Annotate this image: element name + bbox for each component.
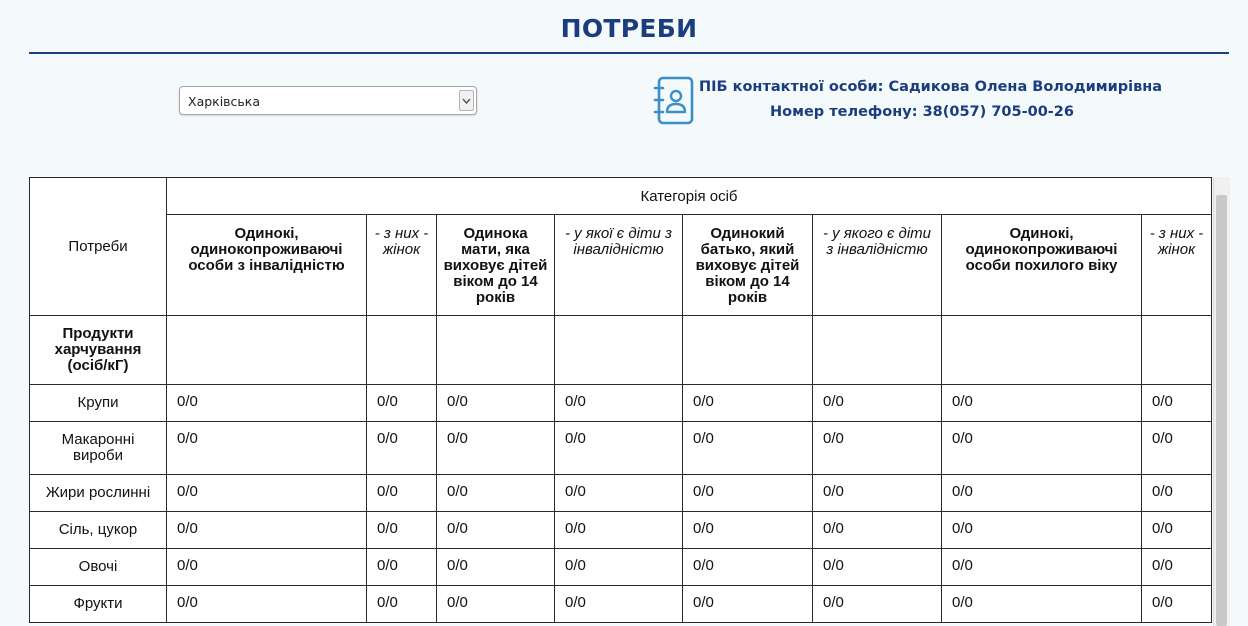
table-cell: 0/0 xyxy=(1142,422,1212,475)
table-cell: 0/0 xyxy=(367,422,437,475)
table-cell: 0/0 xyxy=(437,549,555,586)
group-row xyxy=(30,316,1212,385)
table-cell: 0/0 xyxy=(437,586,555,623)
vertical-scrollbar[interactable] xyxy=(1213,177,1230,626)
table-cell: 0/0 xyxy=(167,512,367,549)
chevron-down-icon xyxy=(462,97,471,105)
column-header: - з них - жінок xyxy=(367,215,437,316)
table-row xyxy=(30,475,1212,512)
table-cell: 0/0 xyxy=(167,549,367,586)
table-cell: 0/0 xyxy=(683,512,813,549)
contact-book-icon xyxy=(653,76,695,126)
table-row xyxy=(30,586,1212,623)
table-cell: 0/0 xyxy=(942,422,1142,475)
table-cell xyxy=(555,316,683,385)
table-cell: 0/0 xyxy=(942,586,1142,623)
table-cell: 0/0 xyxy=(683,385,813,422)
table-cell: 0/0 xyxy=(555,512,683,549)
category-header: Категорія осіб xyxy=(167,178,1212,215)
table-row xyxy=(30,512,1212,549)
table-cell xyxy=(813,316,942,385)
table-cell xyxy=(683,316,813,385)
table-cell: 0/0 xyxy=(813,512,942,549)
table-cell xyxy=(437,316,555,385)
table-cell: 0/0 xyxy=(367,512,437,549)
table-row xyxy=(30,422,1212,475)
table-cell: 0/0 xyxy=(555,385,683,422)
table-cell: 0/0 xyxy=(813,586,942,623)
table-cell: 0/0 xyxy=(367,475,437,512)
table-cell: 0/0 xyxy=(1142,475,1212,512)
table-cell: 0/0 xyxy=(942,512,1142,549)
column-header: - з них - жінок xyxy=(1142,215,1212,316)
select-arrow-button[interactable] xyxy=(459,90,474,111)
row-label: Сіль, цукор xyxy=(30,512,167,549)
column-header: Одинокий батько, який виховує дітей віком до 14 років xyxy=(683,215,813,316)
table-cell: 0/0 xyxy=(1142,549,1212,586)
contact-person-name: ПІБ контактної особи: Садикова Олена Володимирівна xyxy=(699,79,1163,95)
needs-table xyxy=(29,177,1212,623)
contact-phone: Номер телефону: 38(057) 705-00-26 xyxy=(770,104,1074,120)
table-cell: 0/0 xyxy=(555,422,683,475)
region-select[interactable] xyxy=(179,86,477,115)
row-header-label: Потреби xyxy=(30,178,167,316)
column-header: Одинока мати, яка виховує дітей віком до 14 років xyxy=(437,215,555,316)
table-cell: 0/0 xyxy=(367,586,437,623)
column-header: Одинокі, одинокопроживаючі особи похилого віку xyxy=(942,215,1142,316)
table-cell: 0/0 xyxy=(1142,586,1212,623)
table-cell: 0/0 xyxy=(942,385,1142,422)
row-label: Фрукти xyxy=(30,586,167,623)
table-row xyxy=(30,385,1212,422)
table-cell: 0/0 xyxy=(437,475,555,512)
table-row xyxy=(30,549,1212,586)
table-cell: 0/0 xyxy=(1142,385,1212,422)
row-label: Овочі xyxy=(30,549,167,586)
table-cell: 0/0 xyxy=(367,385,437,422)
table-cell: 0/0 xyxy=(942,475,1142,512)
column-header: - у якого є діти з інвалідністю xyxy=(813,215,942,316)
column-header: - у якої є діти з інвалідністю xyxy=(555,215,683,316)
table-cell: 0/0 xyxy=(555,475,683,512)
row-label: Крупи xyxy=(30,385,167,422)
table-cell: 0/0 xyxy=(813,475,942,512)
title-divider xyxy=(29,52,1229,54)
row-label: Макаронні вироби xyxy=(30,422,167,475)
table-cell xyxy=(167,316,367,385)
table-cell: 0/0 xyxy=(167,475,367,512)
table-cell: 0/0 xyxy=(555,586,683,623)
table-cell: 0/0 xyxy=(167,385,367,422)
column-header: Одинокі, одинокопроживаючі особи з інвалідністю xyxy=(167,215,367,316)
scrollbar-thumb[interactable] xyxy=(1216,195,1227,626)
table-cell: 0/0 xyxy=(167,586,367,623)
table-cell: 0/0 xyxy=(437,512,555,549)
row-label: Жири рослинні xyxy=(30,475,167,512)
table-cell: 0/0 xyxy=(1142,512,1212,549)
table-cell: 0/0 xyxy=(683,422,813,475)
region-select-value: Харківська xyxy=(188,94,260,109)
table-cell: 0/0 xyxy=(437,385,555,422)
table-cell: 0/0 xyxy=(942,549,1142,586)
table-cell: 0/0 xyxy=(683,475,813,512)
table-cell xyxy=(942,316,1142,385)
table-cell: 0/0 xyxy=(813,422,942,475)
table-cell: 0/0 xyxy=(813,549,942,586)
table-cell: 0/0 xyxy=(813,385,942,422)
page-title: ПОТРЕБИ xyxy=(560,14,698,43)
group-label: Продукти харчування (осіб/кГ) xyxy=(30,316,167,385)
table-cell: 0/0 xyxy=(167,422,367,475)
table-cell xyxy=(367,316,437,385)
table-cell: 0/0 xyxy=(555,549,683,586)
table-cell: 0/0 xyxy=(683,549,813,586)
table-cell: 0/0 xyxy=(437,422,555,475)
table-cell: 0/0 xyxy=(683,586,813,623)
table-cell: 0/0 xyxy=(367,549,437,586)
table-cell xyxy=(1142,316,1212,385)
